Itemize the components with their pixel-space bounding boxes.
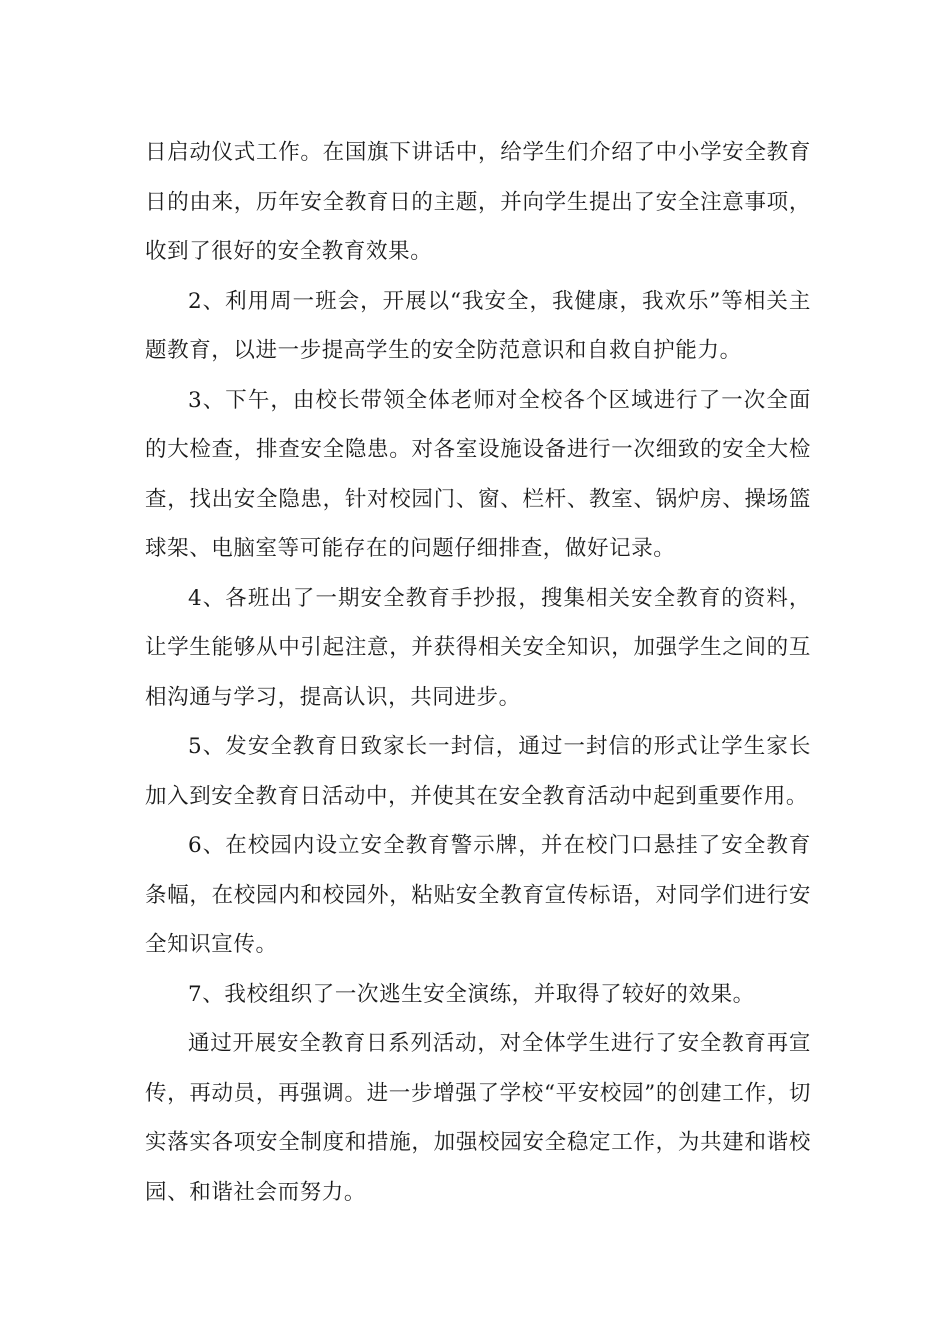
paragraph-item-2-class-meeting: 2、利用周一班会，开展以“我安全，我健康，我欢乐”等相关主题教育，以进一步提高学生的安全防范意识和自救自护能力。 <box>145 288 811 363</box>
paragraph-continuation: 日启动仪式工作。在国旗下讲话中，给学生们介绍了中小学安全教育日的由来，历年安全教育日的主题，并向学生提出了安全注意事项，收到了很好的安全教育效果。 <box>145 140 811 264</box>
paragraph-item-5-parent-letter: 5、发安全教育日致家长一封信，通过一封信的形式让学生家长加入到安全教育日活动中，并使其在安全教育活动中起到重要作用。 <box>145 734 811 809</box>
paragraph-item-4-handwritten-newspaper: 4、各班出了一期安全教育手抄报，搜集相关安全教育的资料，让学生能够从中引起注意，并获得相关安全知识，加强学生之间的互相沟通与学习，提高认识，共同进步。 <box>145 585 811 710</box>
paragraph-item-6-warning-signs: 6、在校园内设立安全教育警示牌，并在校门口悬挂了安全教育条幅，在校园内和校园外，粘贴安全教育宣传标语，对同学们进行安全知识宣传。 <box>145 833 811 957</box>
paragraph-item-3-inspection: 3、下午，由校长带领全体老师对全校各个区域进行了一次全面的大检查，排查安全隐患。对各室设施设备进行一次细致的安全大检查，找出安全隐患，针对校园门、窗、栏杆、教室、锅炉房、操场篮球架、电脑室等可能存在的问题仔细排查，做好记录。 <box>145 387 811 561</box>
paragraph-item-7-escape-drill: 7、我校组织了一次逃生安全演练，并取得了较好的效果。 <box>188 981 755 1007</box>
document-body <box>145 128 811 1217</box>
paragraph-conclusion: 通过开展安全教育日系列活动，对全体学生进行了安全教育再宣传，再动员，再强调。进一步增强了学校“平安校园”的创建工作，切实落实各项安全制度和措施，加强校园安全稳定工作，为共建和谐校园、和谐社会而努力。 <box>145 1031 811 1205</box>
